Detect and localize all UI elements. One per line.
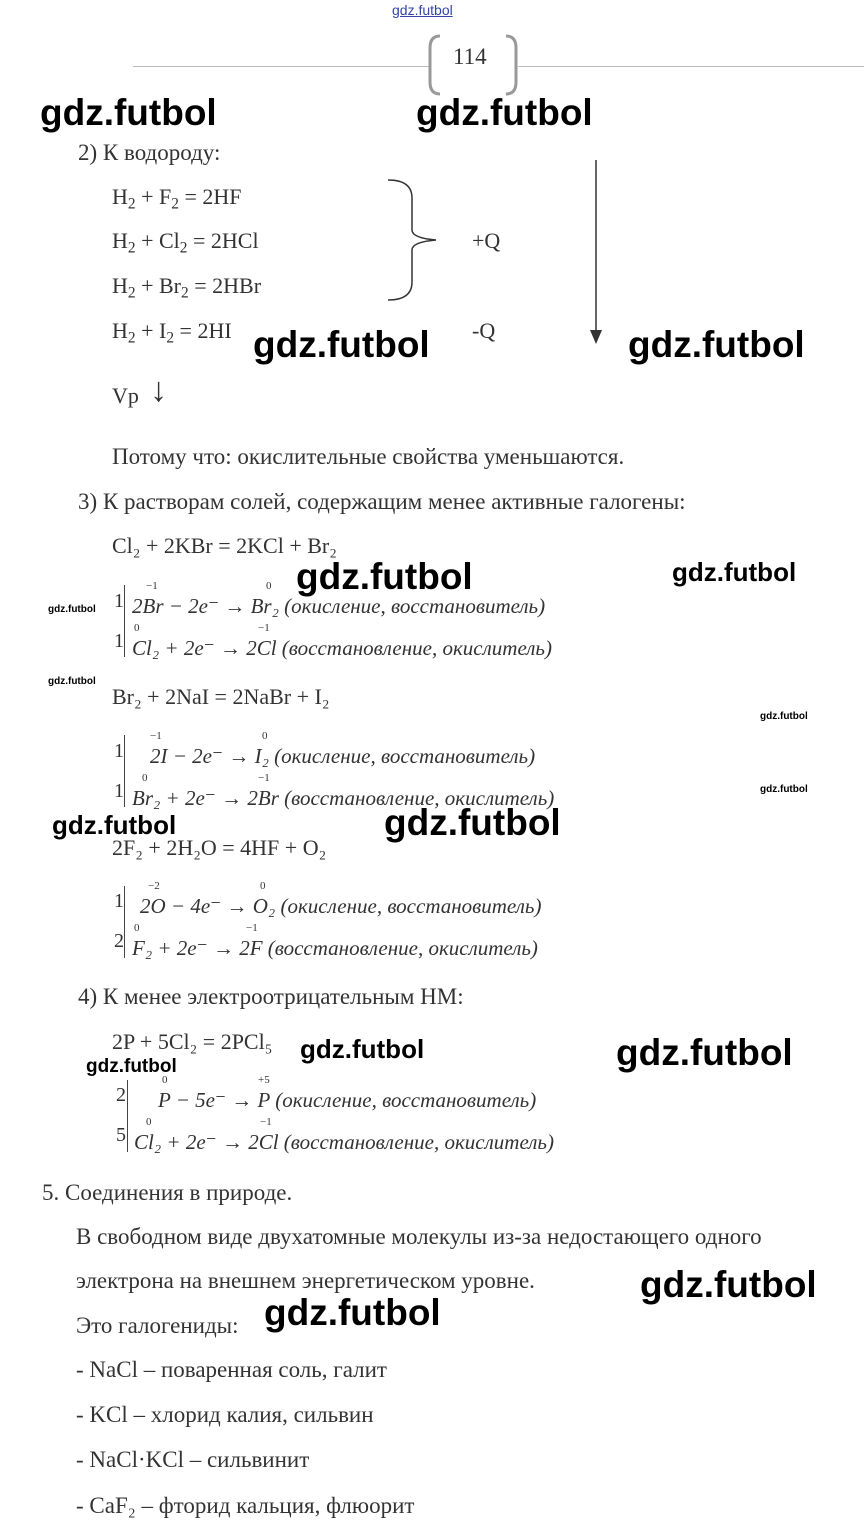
watermark: gdz.futbol [628,324,805,365]
list-item: - CaF₂ – фторид кальция, флюорит [76,1493,415,1518]
heat-plus-q: +Q [472,228,501,253]
coefficient: 1 [114,590,124,612]
list-item: - NaCl·KCl – сильвинит [76,1447,310,1472]
half-reaction: 0 −1 Cl₂ + 2e⁻ → 2Cl (восстановление, окислитель) [132,622,552,660]
equation-cl2-kbr: Cl₂ + 2KBr = 2KCl + Br₂ [112,533,337,558]
watermark: gdz.futbol [264,1292,441,1333]
half-reaction: 0 −1 F₂ + 2e⁻ → 2F (восстановление, окислитель) [132,922,538,960]
balance-bar [124,735,125,807]
reaction-h2-br2: $H_2 + Br_2 = 2HBr$ [112,273,262,302]
site-header-link[interactable]: gdz.futbol [392,2,453,18]
half-reaction: −2 0 2O − 4e⁻ → O₂ (окисление, восстановитель) [140,880,542,918]
watermark: gdz.futbol [253,324,430,365]
watermark: gdz.futbol [760,784,808,795]
watermark: gdz.futbol [672,557,797,587]
paragraph-line: электрона на внешнем энергетическом уровне. [76,1268,535,1293]
section-3-title: 3) К растворам солей, содержащим менее активные галогены: [78,489,686,514]
list-item: - KCl – хлорид калия, сильвин [76,1402,374,1427]
watermark: gdz.futbol [760,711,808,722]
reason-text: Потому что: окислительные свойства уменьшаются. [112,444,625,469]
reaction-h2-i2: $H_2 + I_2 = 2HI$ [112,318,232,347]
watermark: gdz.futbol [296,556,473,597]
watermark: gdz.futbol [48,604,96,615]
watermark: gdz.futbol [384,802,561,843]
half-reaction: 0 +5 P − 5e⁻ → P (окисление, восстановитель) [158,1074,537,1112]
coefficient: 2 [116,1084,126,1106]
section-2-title: 2) К водороду: [78,140,221,165]
balance-bar [124,585,125,657]
coefficient: 1 [114,780,124,802]
header-rule-left [133,66,430,67]
paragraph-line: В свободном виде двухатомные молекулы из-за недостающего одного [76,1224,762,1249]
section-4-title: 4) К менее электроотрицательным НМ: [78,984,464,1009]
page-number: 114 [453,44,487,69]
reaction-h2-f2: $H_2 + F_2 = 2HF$ [112,184,242,213]
watermark: gdz.futbol [640,1264,817,1305]
balance-bar [124,886,125,958]
brace-icon [386,178,442,302]
header-rule-right [518,66,864,67]
coefficient: 5 [116,1124,126,1146]
paragraph-line: Это галогениды: [76,1313,239,1338]
equation-p-cl2: 2P + 5Cl₂ = 2PCl₅ [112,1029,273,1054]
down-trend-arrow-icon [588,160,604,346]
coefficient: 1 [114,890,124,912]
watermark: gdz.futbol [40,92,217,133]
watermark: gdz.futbol [416,92,593,133]
watermark: gdz.futbol [616,1032,793,1073]
equation-br2-nai: Br₂ + 2NaI = 2NaBr + I₂ [112,684,330,709]
section-5-title: 5. Соединения в природе. [42,1180,293,1205]
reaction-h2-cl2: $H_2 + Cl_2 = 2HCl$ [112,228,259,257]
watermark: gdz.futbol [86,1056,177,1077]
coefficient: 1 [114,630,124,652]
equation-f2-h2o: 2F₂ + 2H₂O = 4HF + O₂ [112,835,327,860]
half-reaction: 0 −1 Cl₂ + 2e⁻ → 2Cl (восстановление, окислитель) [134,1116,554,1154]
list-item: - NaCl – поваренная соль, галит [76,1357,387,1382]
balance-bar [127,1080,128,1152]
reaction-rate-label: Vp [112,383,139,408]
watermark: gdz.futbol [48,676,96,687]
watermark: gdz.futbol [52,810,177,840]
half-reaction: 0 −1 Br₂ + 2e⁻ → 2Br (восстановление, окислитель) [132,772,555,810]
half-reaction: −1 0 2Br − 2e⁻ → Br₂ (окисление, восстановитель) [132,580,546,618]
rate-down-arrow-icon: ↓ [150,372,167,409]
coefficient: 2 [114,930,124,952]
half-reaction: −1 0 2I − 2e⁻ → I₂ (окисление, восстановитель) [150,730,536,768]
heat-minus-q: -Q [472,318,496,343]
watermark: gdz.futbol [300,1034,425,1064]
coefficient: 1 [114,740,124,762]
